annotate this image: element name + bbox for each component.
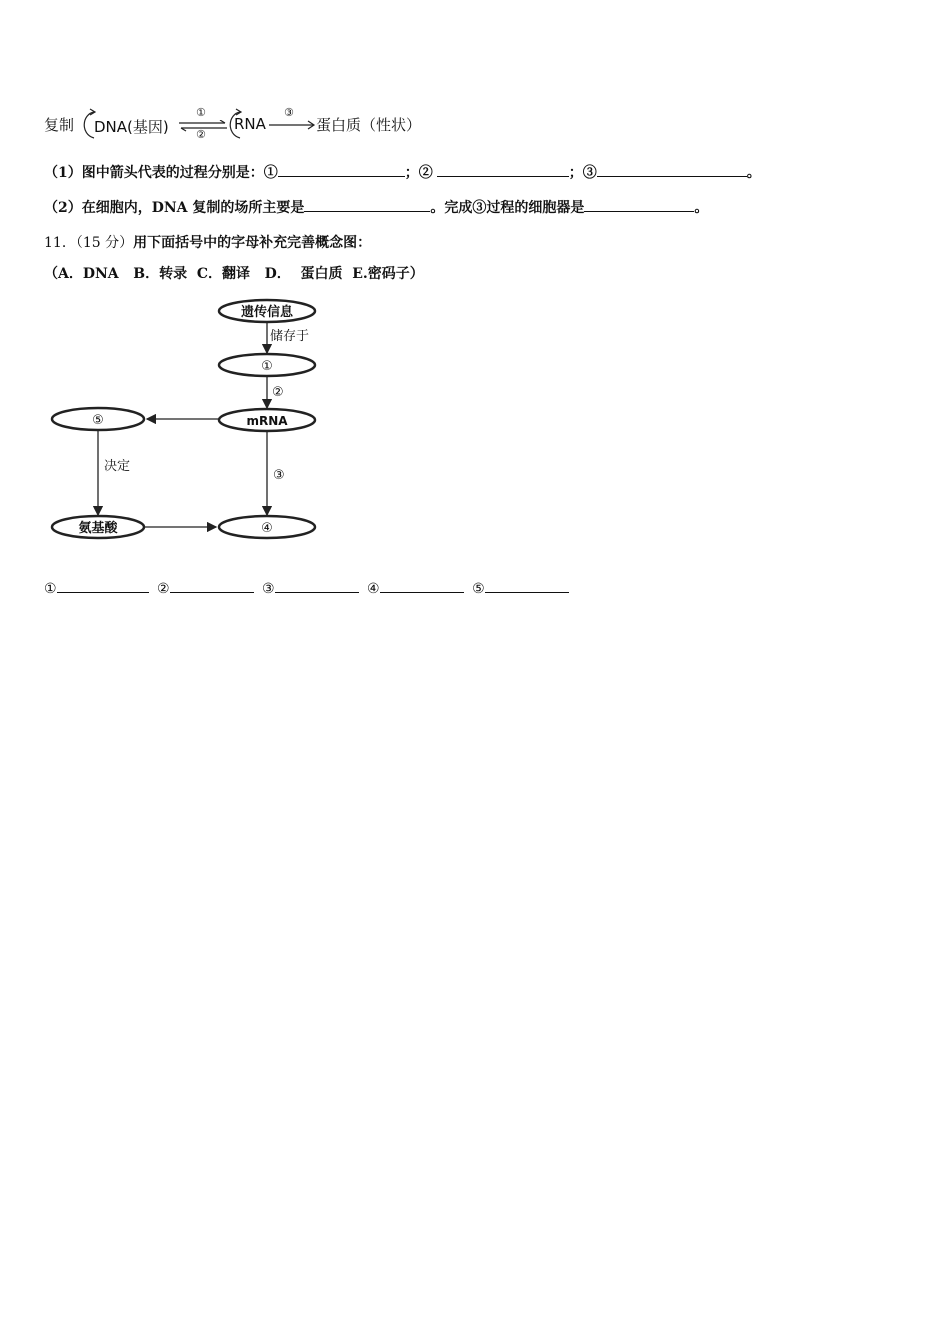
q11-score: （15 分） xyxy=(75,235,134,251)
concept-map xyxy=(44,290,334,545)
node4-text: ④ xyxy=(261,521,273,536)
q11-answers xyxy=(44,580,569,597)
step1-label: ① xyxy=(196,106,206,119)
q10-part2-mid: 。完成③过程的细胞器是 xyxy=(430,200,585,216)
q11-blank-5[interactable] xyxy=(485,580,569,593)
q10-part1-sep2: ；③ xyxy=(568,165,597,181)
q11-stem xyxy=(44,232,371,252)
answer-label-3: ③ xyxy=(262,581,275,597)
q11-blank-3[interactable] xyxy=(275,580,359,593)
genetic-info-text: 遗传信息 xyxy=(240,305,294,320)
replication-label: 复制 xyxy=(44,116,75,134)
q10-part1 xyxy=(44,162,761,182)
label-2: ② xyxy=(272,385,284,400)
q10-part1-end: 。 xyxy=(746,165,761,181)
node5-text: ⑤ xyxy=(92,413,104,428)
answer-blank-2[interactable] xyxy=(437,164,569,177)
answer-blank-site[interactable] xyxy=(304,199,430,212)
q11-options: （A．DNA B．转录 C．翻译 D． 蛋白质 E.密码子） xyxy=(44,266,424,282)
q11-blank-4[interactable] xyxy=(380,580,464,593)
q10-part1-prefix: （1）图中箭头代表的过程分别是：① xyxy=(44,165,278,181)
step2-label: ② xyxy=(196,128,206,141)
answer-label-4: ④ xyxy=(367,581,380,597)
q11-blank-2[interactable] xyxy=(170,580,254,593)
translation-arrow xyxy=(269,120,317,130)
mrna-text: mRNA xyxy=(246,414,288,428)
answer-label-2: ② xyxy=(157,581,170,597)
amino-acid-text: 氨基酸 xyxy=(78,521,118,536)
q10-part2-end: 。 xyxy=(694,200,709,216)
dna-label: DNA(基因) xyxy=(94,118,169,136)
label-3: ③ xyxy=(273,468,285,483)
stored-in-label: 储存于 xyxy=(270,329,310,344)
answer-label-5: ⑤ xyxy=(472,581,485,597)
answer-label-1: ① xyxy=(44,581,57,597)
answer-blank-3[interactable] xyxy=(597,164,747,177)
q10-part2-prefix: （2）在细胞内，DNA 复制的场所主要是 xyxy=(44,200,305,216)
node1-text: ① xyxy=(261,359,273,374)
step3-label: ③ xyxy=(284,106,294,119)
q11-stem-text: 用下面括号中的字母补充完善概念图： xyxy=(133,235,372,251)
q11-blank-1[interactable] xyxy=(57,580,149,593)
q10-part1-sep1: ；② xyxy=(404,165,433,181)
protein-label: 蛋白质（性状） xyxy=(316,116,422,134)
rna-label: RNA xyxy=(234,115,266,133)
decides-label: 决定 xyxy=(104,459,131,474)
answer-blank-organelle[interactable] xyxy=(584,199,694,212)
central-dogma-formula xyxy=(44,108,444,142)
q11-number: 11． xyxy=(44,235,76,251)
q10-part2 xyxy=(44,197,708,217)
answer-blank-1[interactable] xyxy=(278,164,405,177)
